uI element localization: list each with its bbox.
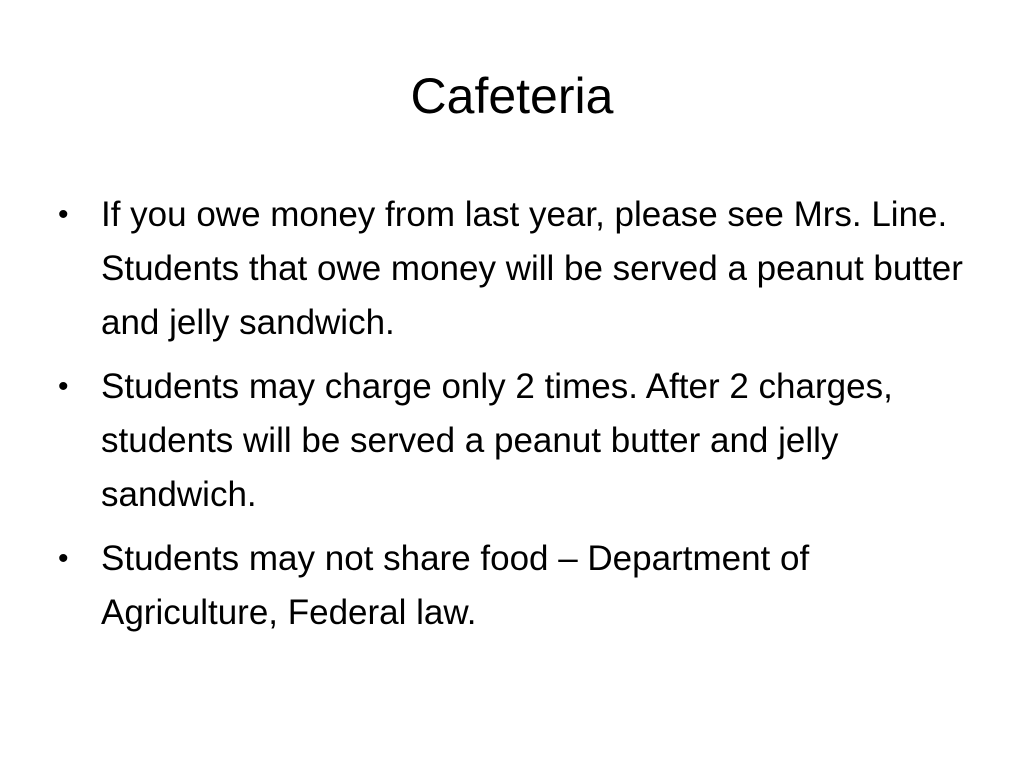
bullet-item-owe-money — [56, 188, 976, 350]
slide-title: Cafeteria — [410, 68, 614, 124]
bullet-icon: • — [58, 542, 69, 575]
bullet-item-charge-limit — [56, 360, 976, 522]
bullet-item-no-sharing — [56, 532, 976, 640]
bullet-icon: • — [58, 198, 69, 231]
bullet-text: Students may not share food – Department of Agriculture, Federal law. — [101, 539, 810, 632]
bullet-text: If you owe money from last year, please see Mrs. Line. Students that owe money will be served a peanut butter and jelly sandwich. — [101, 195, 963, 342]
bullet-text: Students may charge only 2 times. After 2 charges, students will be served a peanut butter and jelly sandwich. — [101, 367, 893, 514]
bullet-icon: • — [58, 370, 69, 403]
bullet-list — [56, 188, 976, 650]
